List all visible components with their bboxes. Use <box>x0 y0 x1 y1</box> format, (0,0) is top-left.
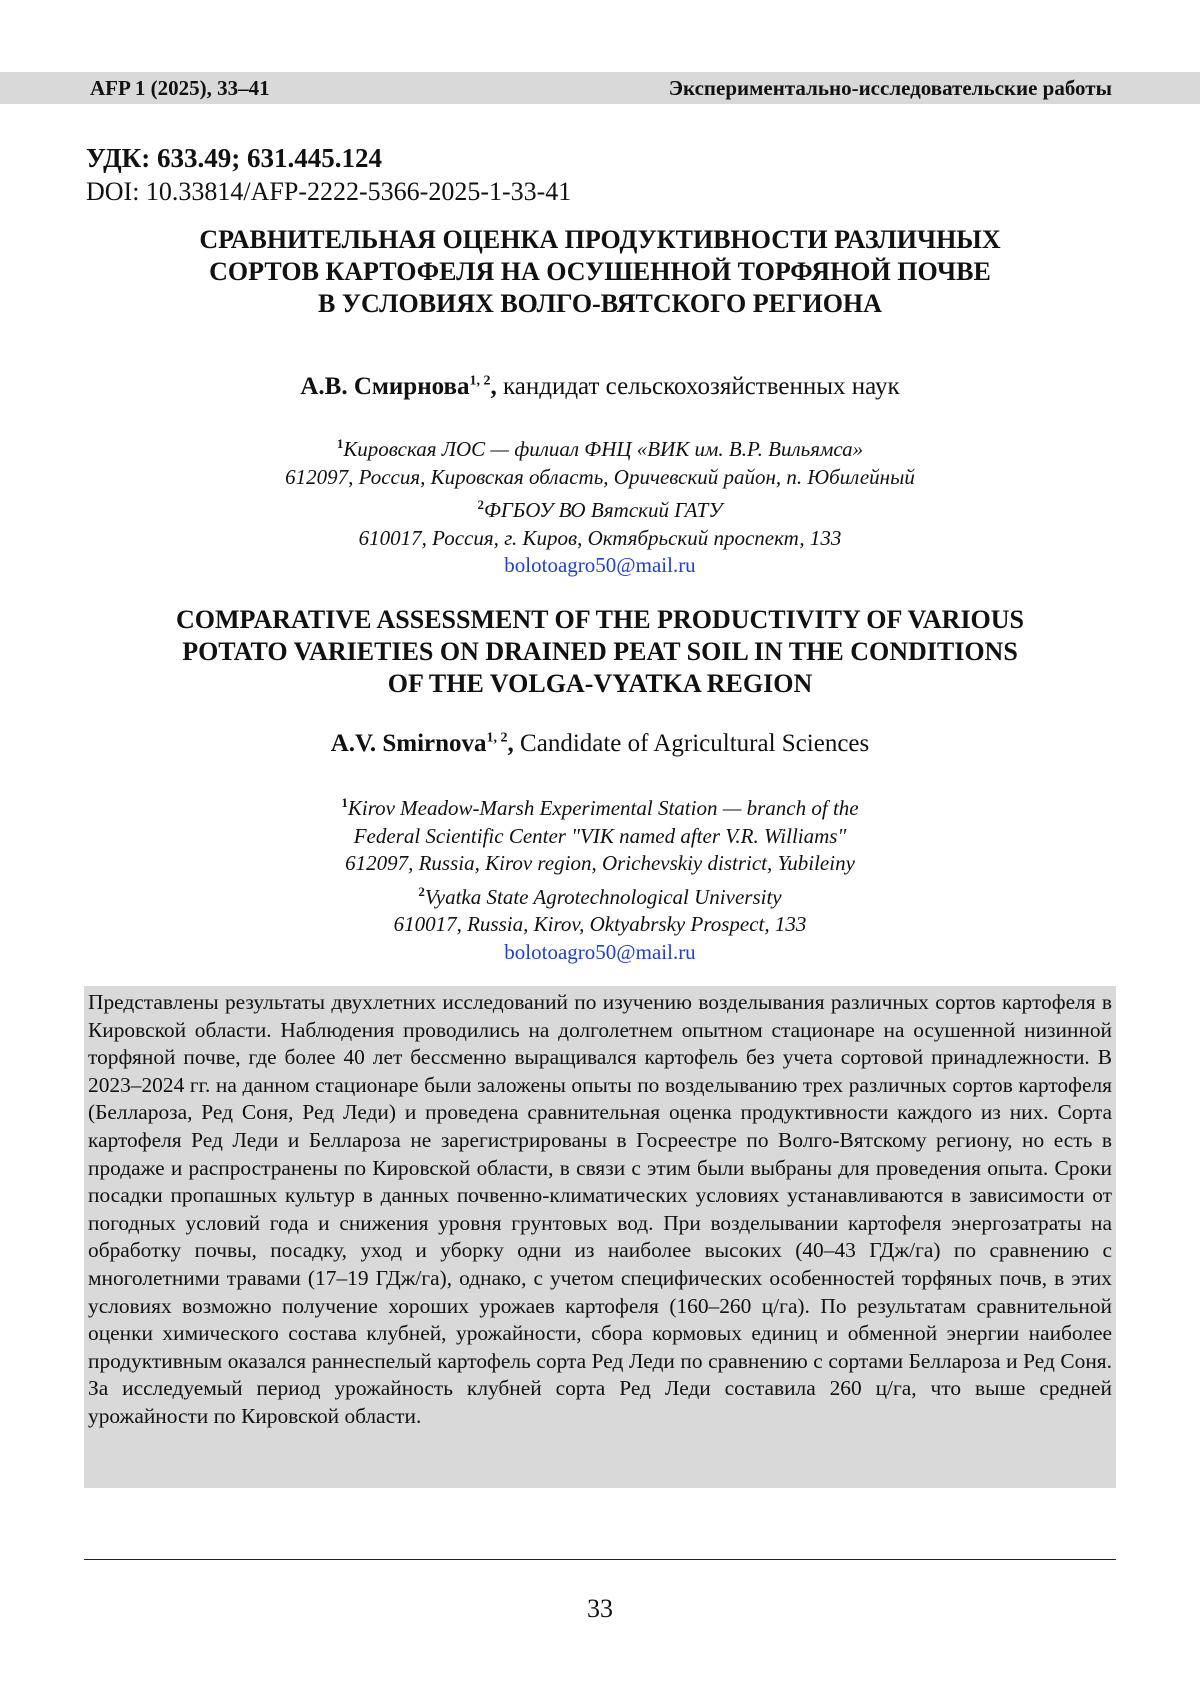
en-author-name: A.V. Smirnova <box>330 730 487 757</box>
en-affiliations <box>0 789 1200 966</box>
running-header <box>0 72 1200 104</box>
journal-citation: AFP 1 (2025), 33–41 <box>90 76 270 100</box>
section-name: Экспериментально-исследовательские работы <box>668 76 1112 100</box>
en-title-line: COMPARATIVE ASSESSMENT OF THE PRODUCTIVITY OF VARIOUS <box>175 605 1025 634</box>
footer-divider <box>84 1559 1116 1560</box>
ru-email-link[interactable]: bolotoagro50@mail.ru <box>504 553 696 577</box>
affil-mark: 2 <box>418 883 425 899</box>
en-affil-line: $^2$Vyatka State Agrotechnological University <box>418 883 782 909</box>
ru-affil-line: 612097, Россия, Кировская область, Оричевский район, п. Юбилейный <box>285 464 915 489</box>
ru-title-line: СРАВНИТЕЛЬНАЯ ОЦЕНКА ПРОДУКТИВНОСТИ РАЗЛИЧНЫХ <box>199 225 1001 254</box>
ru-affil-line: $^2$ФГБОУ ВО Вятский ГАТУ <box>477 497 723 522</box>
en-affil-line: $^1$Kirov Meadow-Marsh Experimental Station — branch of the <box>341 795 859 820</box>
en-author: A.V. Smirnova$^{1, 2}$, Candidate of Agricultural Sciences <box>330 730 870 757</box>
ru-author-affil-marks: 1, 2 <box>469 373 491 389</box>
ru-title-line: В УСЛОВИЯХ ВОЛГО-ВЯТСКОГО РЕГИОНА <box>318 289 882 318</box>
ru-author-name: А.В. Смирнова <box>300 373 470 400</box>
ru-author: А.В. Смирнова$^{1, 2}$, кандидат сельскохозяйственных наук <box>300 373 900 400</box>
ru-title <box>0 224 1200 320</box>
ru-title-line: СОРТОВ КАРТОФЕЛЯ НА ОСУШЕННОЙ ТОРФЯНОЙ ПОЧВЕ <box>209 257 991 286</box>
en-affil-line: 610017, Russia, Kirov, Oktyabrsky Prospect, 133 <box>393 912 807 936</box>
affil-mark: 1 <box>341 795 348 810</box>
en-author-degree: Candidate of Agricultural Sciences <box>520 730 870 757</box>
en-author-affil-marks: 1, 2 <box>486 730 508 746</box>
en-title <box>0 604 1200 700</box>
en-email-link[interactable]: bolotoagro50@mail.ru <box>504 939 696 964</box>
ru-affil-line: $^1$Кировская ЛОС — филиал ФНЦ «ВИК им. В.Р. Вильямса» <box>336 436 864 461</box>
affil-mark: 2 <box>477 497 485 512</box>
abstract: Представлены результаты двухлетних исследований по изучению возделывания различных сортов картофеля в Кировской области. Наблюдения проводились на долголетнем опытном стационаре на осушенной низинной торфяной почве, где более 40 лет бессменно выращивался картофель без учета сортовой принадлежности. В 2023–2024 гг. на данном стационаре были заложены опыты по возделыванию трех различных сортов картофеля (Беллароза, Ред Соня, Ред Леди) и проведена сравнительная оценка продуктивности каждого из них. Сорта картофеля Ред Леди и Беллароза не зарегистрированы в Госреестре по Волго-Вятскому региону, но есть в продаже и распространены по Кировской области, в связи с этим были выбраны для проведения опыта. Сроки посадки пропашных культур в данных почвенно-климатических условиях устанавливаются в зависимости от погодных условий года и снижения уровня грунтовых вод. При возделывании картофеля энергозатраты на обработку почвы, посадку, уход и уборку одни из наиболее высоких (40–43 ГДж/га) по сравнению с многолетними травами (17–19 ГДж/га), однако, с учетом специфических особенностей торфяных почв, в этих условиях возможно получение хороших урожаев картофеля (160–260 ц/га). По результатам сравнительной оценки химического состава клубней, урожайности, сбора кормовых единиц и обменной энергии наиболее продуктивным оказался раннеспелый картофель сорта Ред Леди по сравнению с сортами Беллароза и Ред Соня. За исследуемый период урожайность клубней сорта Ред Леди составила 260 ц/га, что выше средней урожайности по Кировской области. <box>84 986 1116 1488</box>
ru-author-degree: кандидат сельскохозяйственных наук <box>503 373 900 400</box>
page-number: 33 <box>587 1594 613 1623</box>
affil-mark: 1 <box>336 436 344 451</box>
en-affil-line: 612097, Russia, Kirov region, Orichevskiy district, Yubileiny <box>345 851 855 875</box>
en-title-line: POTATO VARIETIES ON DRAINED PEAT SOIL IN THE CONDITIONS <box>182 637 1018 666</box>
udk-code: УДК: 633.49; 631.445.124 <box>86 143 382 173</box>
ru-affil-line: 610017, Россия, г. Киров, Октябрьский проспект, 133 <box>358 525 842 550</box>
en-affil-line: Federal Scientific Center "VIK named after V.R. Williams" <box>353 823 847 848</box>
en-title-line: OF THE VOLGA-VYATKA REGION <box>387 669 813 698</box>
doi: DOI: 10.33814/AFP-2222-5366-2025-1-33-41 <box>86 177 572 206</box>
ru-affiliations <box>0 430 1200 580</box>
